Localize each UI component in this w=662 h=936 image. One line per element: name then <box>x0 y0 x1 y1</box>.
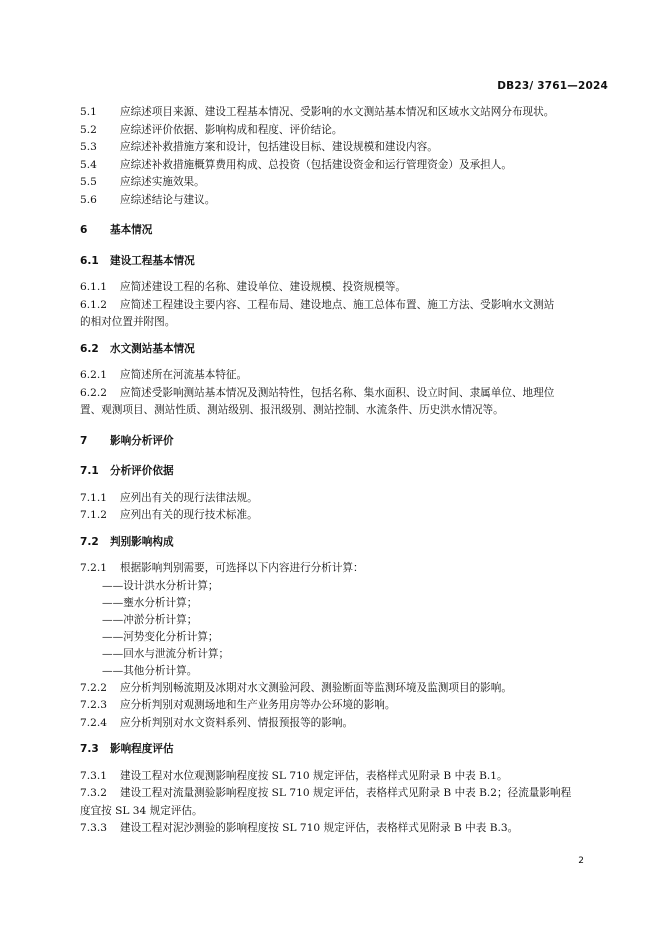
clause-number: 5.1 <box>80 106 97 118</box>
clause-7-1-2 <box>80 507 582 525</box>
clause-7-2-4 <box>80 715 582 733</box>
clause-number: 7.2.2 <box>80 681 107 694</box>
section-number: 7 <box>80 434 88 447</box>
section-number: 7.2 <box>80 535 99 548</box>
section-7-2-heading <box>80 534 582 552</box>
clause-number: 5.6 <box>80 193 97 206</box>
dash-list-item: ——回水与泄流分析计算； <box>102 647 230 660</box>
clause-7-1-1 <box>80 490 582 508</box>
dash-list-item: ——冲淤分析计算； <box>102 613 198 626</box>
clause-number: 7.3.2 <box>80 787 107 799</box>
clause-5-3 <box>80 139 582 157</box>
clause-6-1-2 <box>80 297 582 315</box>
section-7-1-heading <box>80 463 582 481</box>
clause-text: 应综述实施效果。 <box>120 176 205 188</box>
clause-text: 应简述受影响测站基本情况及测站特性，包括名称、集水面积、设立时间、隶属单位、地理位 <box>120 386 555 399</box>
clause-text: 建设工程对流量测验影响程度按 SL 710 规定评估，表格样式见附录 B 中表 B.2；径流量影响程 <box>120 787 572 799</box>
document-code: DB23/ 3761—2024 <box>497 80 608 92</box>
clause-7-2-1 <box>80 560 582 578</box>
section-number: 7.3 <box>80 743 99 755</box>
clause-number: 7.1.1 <box>80 491 107 504</box>
clause-text: 应简述工程建设主要内容、工程布局、建设地点、施工总体布置、施工方法、受影响水文测站 <box>120 298 555 311</box>
page-number: 2 <box>578 856 584 866</box>
clause-text: 应分析判别对水文资料系列、情报预报等的影响。 <box>120 716 354 729</box>
clause-6-2-1 <box>80 367 582 385</box>
clause-number: 7.2.4 <box>80 716 107 729</box>
section-number: 6.2 <box>80 342 99 355</box>
clause-5-6 <box>80 192 582 210</box>
section-title: 建设工程基本情况 <box>110 254 195 267</box>
clause-text: 应综述结论与建议。 <box>120 193 216 206</box>
clause-6-2-2 <box>80 385 582 403</box>
clause-number: 6.1.2 <box>80 298 107 311</box>
clause-number: 5.5 <box>80 176 97 188</box>
document-body <box>80 104 582 838</box>
clause-text: 应综述补救措施方案和设计，包括建设目标、建设规模和建设内容。 <box>120 141 438 153</box>
clause-number: 5.3 <box>80 141 97 153</box>
clause-number: 7.3.1 <box>80 769 107 782</box>
clause-number: 7.2.3 <box>80 699 107 711</box>
section-title: 判别影响构成 <box>110 535 174 548</box>
clause-7-2-3 <box>80 697 582 715</box>
section-6-2-heading <box>80 341 582 359</box>
section-number: 6.1 <box>80 254 99 267</box>
clause-7-3-1 <box>80 768 582 786</box>
clause-text: 建设工程对泥沙测验的影响程度按 SL 710 规定评估，表格样式见附录 B 中表 B.3。 <box>120 822 519 834</box>
clause-text: 应分析判别对观测场地和生产业务用房等办公环境的影响。 <box>120 699 396 711</box>
section-number: 6 <box>80 224 88 236</box>
section-number: 7.1 <box>80 465 99 477</box>
clause-number: 5.4 <box>80 158 97 171</box>
clause-6-2-2-cont: 置、观测项目、测站性质、测站级别、报汛级别、测站控制、水流条件、历史洪水情况等。 <box>80 404 504 416</box>
clause-text: 应分析判别畅流期及冰期对水文测验河段、测验断面等监测环境及监测项目的影响。 <box>120 681 512 694</box>
clause-6-1-1 <box>80 279 582 297</box>
clause-6-1-2-cont: 的相对位置并附图。 <box>80 316 176 328</box>
clause-text: 根据影响判别需要，可选择以下内容进行分析计算： <box>120 562 364 574</box>
clause-5-1 <box>80 104 582 122</box>
clause-7-3-3 <box>80 820 582 838</box>
clause-7-3-2-cont: 度宜按 SL 34 规定评估。 <box>80 804 203 817</box>
clause-text: 应列出有关的现行法律法规。 <box>120 491 258 504</box>
clause-7-2-2 <box>80 680 582 698</box>
clause-number: 5.2 <box>80 123 97 136</box>
clause-text: 应简述所在河流基本特征。 <box>120 369 248 381</box>
clause-text: 应简述建设工程的名称、建设单位、建设规模、投资规模等。 <box>120 281 407 293</box>
clause-5-4 <box>80 157 582 175</box>
section-title: 分析评价依据 <box>110 465 174 477</box>
dash-list-item: ——其他分析计算。 <box>102 664 198 677</box>
section-7-3-heading <box>80 741 582 759</box>
dash-list-item: ——壅水分析计算； <box>102 596 198 609</box>
clause-number: 7.2.1 <box>80 562 107 574</box>
clause-number: 7.1.2 <box>80 509 107 521</box>
section-6-heading <box>80 222 582 240</box>
clause-text: 应综述项目来源、建设工程基本情况、受影响的水文测站基本情况和区域水文站网分布现状。 <box>120 106 555 118</box>
clause-5-2 <box>80 122 582 140</box>
section-6-1-heading <box>80 253 582 271</box>
clause-5-5 <box>80 174 582 192</box>
clause-number: 7.3.3 <box>80 822 107 834</box>
clause-number: 6.1.1 <box>80 281 107 293</box>
dash-list-item: ——河势变化分析计算； <box>102 630 219 643</box>
section-title: 基本情况 <box>110 224 153 236</box>
dash-list-item: ——设计洪水分析计算； <box>102 579 219 592</box>
section-title: 影响分析评价 <box>110 434 174 447</box>
clause-number: 6.2.2 <box>80 386 107 399</box>
clause-text: 应综述补救措施概算费用构成、总投资（包括建设资金和运行管理资金）及承担人。 <box>120 158 512 171</box>
clause-text: 应列出有关的现行技术标准。 <box>120 509 258 521</box>
clause-text: 应综述评价依据、影响构成和程度、评价结论。 <box>120 123 343 136</box>
section-7-heading <box>80 433 582 451</box>
clause-number: 6.2.1 <box>80 369 107 381</box>
section-title: 水文测站基本情况 <box>110 342 195 355</box>
clause-7-3-2 <box>80 785 582 803</box>
clause-text: 建设工程对水位观测影响程度按 SL 710 规定评估，表格样式见附录 B 中表 B.1。 <box>120 769 508 782</box>
section-title: 影响程度评估 <box>110 743 174 755</box>
